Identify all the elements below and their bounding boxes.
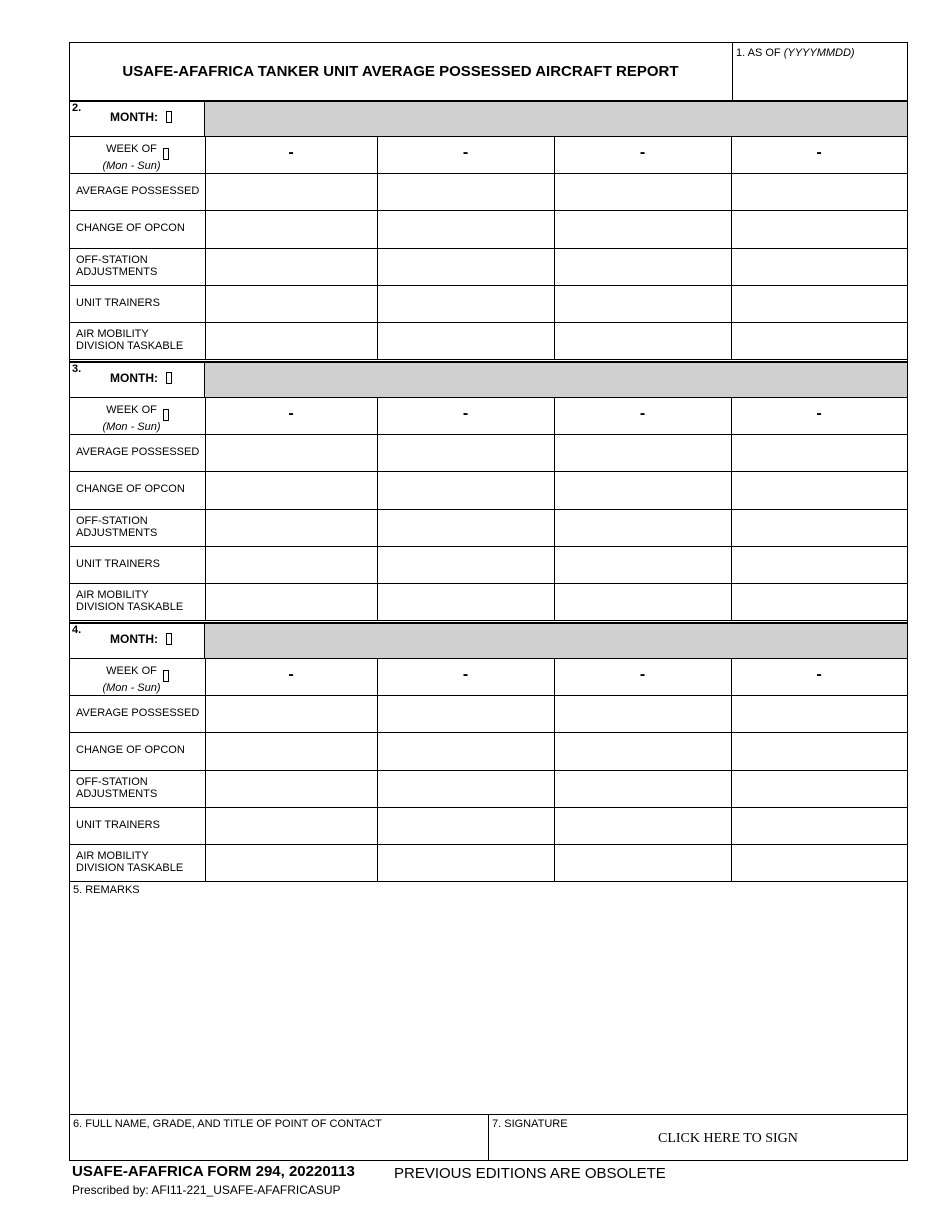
week-range-field[interactable]: -	[639, 666, 646, 683]
row-label: CHANGE OF OPCON	[76, 222, 185, 235]
row-label: UNIT TRAINERS	[76, 557, 160, 570]
week-range-field[interactable]: -	[639, 144, 646, 161]
row-label: AVERAGE POSSESSED	[76, 185, 200, 198]
data-cell[interactable]	[555, 771, 730, 806]
data-cell[interactable]	[732, 733, 906, 768]
dropdown-icon[interactable]	[163, 409, 169, 421]
sign-button[interactable]: CLICK HERE TO SIGN	[658, 1131, 798, 1146]
month-label-cell	[70, 100, 205, 136]
data-cell[interactable]	[206, 733, 376, 768]
data-cell[interactable]	[732, 323, 906, 358]
remarks-label: 5. REMARKS	[73, 884, 140, 897]
data-cell[interactable]	[378, 696, 553, 731]
obsolete-notice: PREVIOUS EDITIONS ARE OBSOLETE	[394, 1165, 666, 1182]
data-cell[interactable]	[206, 286, 376, 321]
divider	[731, 397, 732, 620]
data-cell[interactable]	[206, 771, 376, 806]
month-field[interactable]	[110, 371, 172, 385]
row-label: AVERAGE POSSESSED	[76, 446, 200, 459]
week-range-field[interactable]: -	[462, 666, 469, 683]
data-cell[interactable]	[732, 286, 906, 321]
data-cell[interactable]	[555, 323, 730, 358]
data-cell[interactable]	[206, 174, 376, 209]
month-label-cell	[70, 361, 205, 397]
section-number: 3.	[72, 363, 82, 375]
form-title: USAFE-AFAFRICA TANKER UNIT AVERAGE POSSESSED AIRCRAFT REPORT	[122, 63, 679, 80]
week-range-field[interactable]: -	[639, 405, 646, 422]
data-cell[interactable]	[206, 696, 376, 731]
data-cell[interactable]	[378, 211, 553, 246]
month-field[interactable]	[110, 632, 172, 646]
data-cell[interactable]	[206, 435, 376, 470]
divider	[554, 136, 555, 359]
dropdown-icon[interactable]	[166, 372, 172, 384]
divider	[70, 622, 907, 624]
data-cell[interactable]	[555, 286, 730, 321]
week-of-text: WEEK OF	[106, 665, 157, 677]
data-cell[interactable]	[206, 547, 376, 582]
divider	[70, 397, 907, 398]
week-range-field[interactable]: -	[816, 666, 822, 683]
as-of-label: 1. AS OF	[736, 47, 781, 59]
divider	[554, 397, 555, 620]
data-cell[interactable]	[732, 696, 906, 731]
week-range-field[interactable]: -	[816, 405, 822, 422]
month-label: MONTH:	[110, 371, 158, 385]
week-range-field[interactable]: -	[462, 144, 469, 161]
row-label: CHANGE OF OPCON	[76, 483, 185, 496]
data-cell[interactable]	[555, 174, 730, 209]
data-cell[interactable]	[206, 510, 376, 545]
month-field[interactable]	[110, 110, 172, 124]
as-of-format: (YYYYMMDD)	[783, 47, 855, 59]
week-range-field[interactable]: -	[816, 144, 822, 161]
row-label: AIR MOBILITY DIVISION TASKABLE	[76, 850, 184, 874]
month-label: MONTH:	[110, 632, 158, 646]
data-cell[interactable]	[732, 174, 906, 209]
row-label: UNIT TRAINERS	[76, 818, 160, 831]
dropdown-icon[interactable]	[163, 670, 169, 682]
dropdown-icon[interactable]	[166, 633, 172, 645]
divider	[70, 136, 907, 137]
report-form	[69, 42, 908, 1161]
data-cell[interactable]	[378, 584, 553, 619]
data-cell[interactable]	[378, 249, 553, 284]
data-cell[interactable]	[555, 845, 730, 880]
signature-label: 7. SIGNATURE	[492, 1118, 568, 1130]
data-cell[interactable]	[206, 808, 376, 843]
data-cell[interactable]	[378, 845, 553, 880]
data-cell[interactable]	[555, 472, 730, 507]
data-cell[interactable]	[555, 435, 730, 470]
week-of-subtext: (Mon - Sun)	[102, 421, 161, 433]
divider	[205, 397, 206, 620]
data-cell[interactable]	[206, 472, 376, 507]
week-range-field[interactable]: -	[288, 144, 294, 161]
data-cell[interactable]	[206, 211, 376, 246]
month-row	[70, 100, 907, 136]
data-cell[interactable]	[555, 211, 730, 246]
month-row	[70, 361, 907, 397]
divider	[205, 658, 206, 881]
row-label: OFF-STATION ADJUSTMENTS	[76, 775, 158, 800]
data-cell[interactable]	[378, 510, 553, 545]
data-cell[interactable]	[732, 211, 906, 246]
divider	[554, 658, 555, 881]
divider	[377, 397, 378, 620]
data-cell[interactable]	[732, 808, 906, 843]
row-label: AIR MOBILITY DIVISION TASKABLE	[76, 328, 184, 352]
data-cell[interactable]	[378, 174, 553, 209]
row-label: CHANGE OF OPCON	[76, 744, 185, 757]
week-of-label[interactable]	[70, 404, 205, 433]
as-of-field[interactable]	[732, 43, 908, 100]
data-cell[interactable]	[555, 547, 730, 582]
remarks-field[interactable]	[70, 899, 907, 1112]
data-cell[interactable]	[378, 286, 553, 321]
divider	[731, 658, 732, 881]
data-cell[interactable]	[555, 696, 730, 731]
data-cell[interactable]	[555, 249, 730, 284]
data-cell[interactable]	[378, 472, 553, 507]
prescribed-by: Prescribed by: AFI11-221_USAFE-AFAFRICASUP	[72, 1183, 341, 1197]
data-cell[interactable]	[378, 733, 553, 768]
section-number: 4.	[72, 624, 82, 636]
week-range-field[interactable]: -	[288, 666, 294, 683]
data-cell[interactable]	[732, 249, 906, 284]
dropdown-icon[interactable]	[166, 111, 172, 123]
poc-label: 6. FULL NAME, GRADE, AND TITLE OF POINT OF CONTACT	[73, 1118, 382, 1130]
data-cell[interactable]	[555, 808, 730, 843]
month-label-cell	[70, 622, 205, 658]
row-label: UNIT TRAINERS	[76, 296, 160, 309]
data-cell[interactable]	[732, 472, 906, 507]
divider	[488, 1114, 489, 1160]
data-cell[interactable]	[378, 435, 553, 470]
divider	[377, 136, 378, 359]
row-label: AIR MOBILITY DIVISION TASKABLE	[76, 589, 184, 613]
week-of-text: WEEK OF	[106, 404, 157, 416]
data-cell[interactable]	[732, 771, 906, 806]
section-number: 2.	[72, 102, 82, 114]
divider	[731, 136, 732, 359]
divider	[377, 658, 378, 881]
data-cell[interactable]	[206, 323, 376, 358]
week-of-text: WEEK OF	[106, 143, 157, 155]
divider	[70, 658, 907, 659]
data-cell[interactable]	[206, 845, 376, 880]
month-row	[70, 622, 907, 658]
data-cell[interactable]	[555, 510, 730, 545]
divider	[70, 100, 907, 102]
data-cell[interactable]	[732, 584, 906, 619]
row-label: AVERAGE POSSESSED	[76, 707, 200, 720]
week-range-field[interactable]: -	[288, 405, 294, 422]
month-label: MONTH:	[110, 110, 158, 124]
data-cell[interactable]	[378, 771, 553, 806]
divider	[70, 881, 907, 882]
week-of-label[interactable]	[70, 143, 205, 172]
data-cell[interactable]	[378, 547, 553, 582]
data-cell[interactable]	[378, 808, 553, 843]
divider	[70, 361, 907, 363]
data-cell[interactable]	[732, 435, 906, 470]
divider	[205, 136, 206, 359]
form-identifier: USAFE-AFAFRICA FORM 294, 20220113	[72, 1163, 355, 1180]
data-cell[interactable]	[206, 584, 376, 619]
poc-field[interactable]	[71, 1133, 486, 1159]
week-range-field[interactable]: -	[462, 405, 469, 422]
data-cell[interactable]	[378, 323, 553, 358]
week-of-label[interactable]	[70, 665, 205, 694]
week-of-subtext: (Mon - Sun)	[102, 160, 161, 172]
data-cell[interactable]	[555, 584, 730, 619]
row-label: OFF-STATION ADJUSTMENTS	[76, 514, 158, 539]
dropdown-icon[interactable]	[163, 148, 169, 160]
data-cell[interactable]	[555, 733, 730, 768]
row-label: OFF-STATION ADJUSTMENTS	[76, 253, 158, 278]
data-cell[interactable]	[732, 547, 906, 582]
data-cell[interactable]	[206, 249, 376, 284]
week-of-subtext: (Mon - Sun)	[102, 682, 161, 694]
data-cell[interactable]	[732, 510, 906, 545]
data-cell[interactable]	[732, 845, 906, 880]
